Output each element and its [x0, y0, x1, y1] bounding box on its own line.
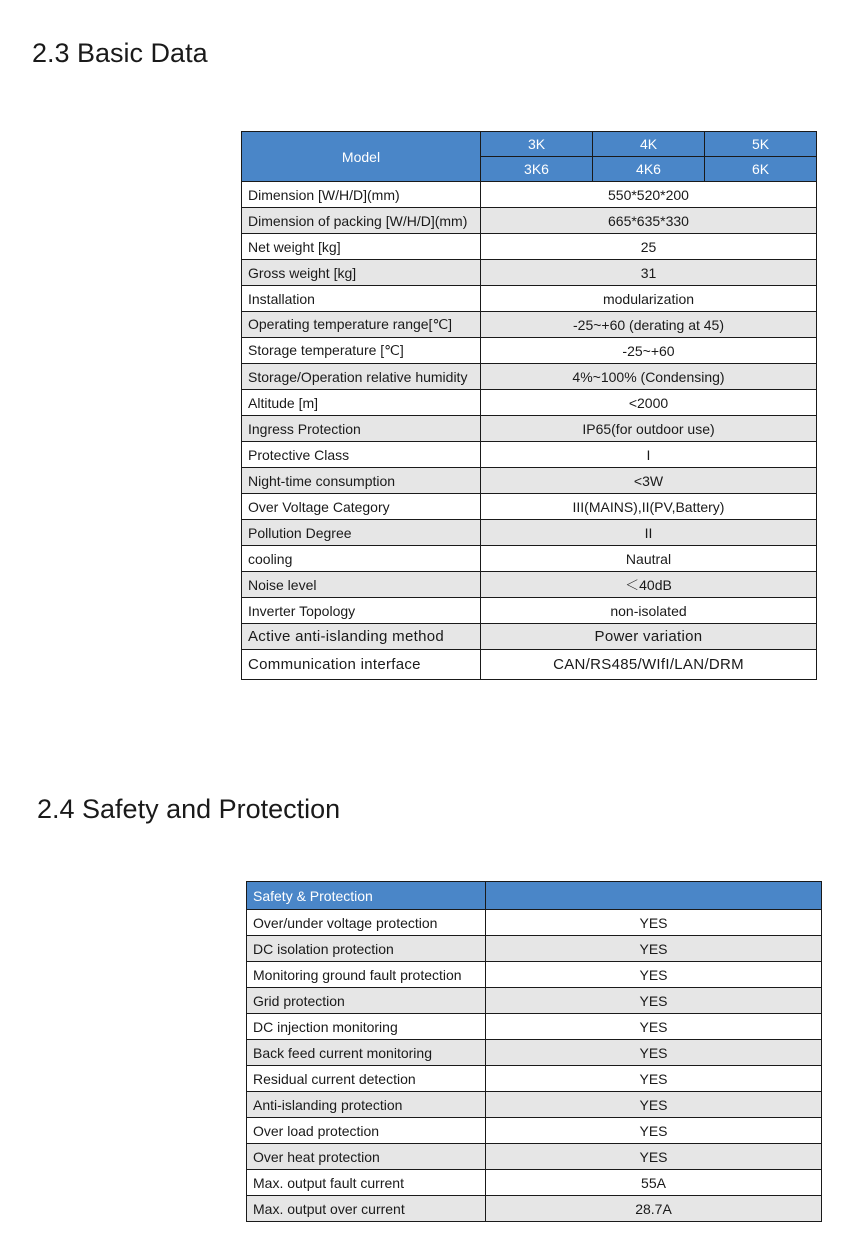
row-value: -25~+60 (derating at 45) [481, 312, 817, 338]
row-label: Noise level [242, 572, 481, 598]
model-header-cell: 4K6 [593, 157, 705, 182]
safety-header-label: Safety & Protection [247, 882, 486, 910]
table-row [247, 910, 822, 936]
safety-header-value [486, 882, 822, 910]
row-label: Net weight [kg] [242, 234, 481, 260]
table-row [242, 650, 817, 680]
row-label: Over/under voltage protection [247, 910, 486, 936]
row-label: Over heat protection [247, 1144, 486, 1170]
table-row [242, 312, 817, 338]
table-row [242, 468, 817, 494]
table-row [242, 364, 817, 390]
row-label: Grid protection [247, 988, 486, 1014]
table-row [247, 988, 822, 1014]
row-value: Power variation [481, 624, 817, 650]
row-value: Nautral [481, 546, 817, 572]
row-value: YES [486, 910, 822, 936]
row-value: I [481, 442, 817, 468]
row-label: Operating temperature range[℃] [242, 312, 481, 338]
row-label: Monitoring ground fault protection [247, 962, 486, 988]
table-row [247, 1144, 822, 1170]
table-row [242, 546, 817, 572]
row-label: DC isolation protection [247, 936, 486, 962]
row-value: 31 [481, 260, 817, 286]
row-value: YES [486, 1092, 822, 1118]
table-row [242, 624, 817, 650]
table-row [247, 1092, 822, 1118]
row-value: YES [486, 962, 822, 988]
row-value: non-isolated [481, 598, 817, 624]
row-value: -25~+60 [481, 338, 817, 364]
row-label: Over Voltage Category [242, 494, 481, 520]
table-row [242, 182, 817, 208]
model-header-cell: 3K6 [481, 157, 593, 182]
row-value: 55A [486, 1170, 822, 1196]
basic-data-table [241, 131, 817, 680]
row-label: Ingress Protection [242, 416, 481, 442]
table-row [242, 338, 817, 364]
table-row [242, 416, 817, 442]
table-row [247, 1040, 822, 1066]
table-row [242, 572, 817, 598]
row-label: Back feed current monitoring [247, 1040, 486, 1066]
safety-table [246, 881, 822, 1222]
row-value: <3W [481, 468, 817, 494]
table-row [247, 1196, 822, 1222]
row-label: Max. output fault current [247, 1170, 486, 1196]
table-row [242, 390, 817, 416]
basic-data-heading: 2.3 Basic Data [32, 38, 208, 68]
row-label: Communication interface [242, 650, 481, 680]
row-value: YES [486, 1144, 822, 1170]
row-value: YES [486, 936, 822, 962]
row-label: Dimension of packing [W/H/D](mm) [242, 208, 481, 234]
row-label: Residual current detection [247, 1066, 486, 1092]
row-label: Altitude [m] [242, 390, 481, 416]
table-row [242, 598, 817, 624]
row-value: CAN/RS485/WIfI/LAN/DRM [481, 650, 817, 680]
row-value: 665*635*330 [481, 208, 817, 234]
row-value: modularization [481, 286, 817, 312]
table-row [242, 260, 817, 286]
row-label: Storage/Operation relative humidity [242, 364, 481, 390]
row-label: Pollution Degree [242, 520, 481, 546]
row-value: <2000 [481, 390, 817, 416]
row-value: YES [486, 988, 822, 1014]
model-header: Model [242, 132, 481, 182]
row-value: 550*520*200 [481, 182, 817, 208]
safety-heading: 2.4 Safety and Protection [37, 794, 341, 824]
model-header-cell: 3K [481, 132, 593, 157]
row-value: YES [486, 1118, 822, 1144]
row-label: Over load protection [247, 1118, 486, 1144]
row-value: II [481, 520, 817, 546]
table-row [242, 520, 817, 546]
row-value: YES [486, 1066, 822, 1092]
row-label: DC injection monitoring [247, 1014, 486, 1040]
table-row [247, 1014, 822, 1040]
row-value: YES [486, 1014, 822, 1040]
model-header-cell: 4K [593, 132, 705, 157]
row-value: ＜40dB [481, 572, 817, 598]
row-label: Dimension [W/H/D](mm) [242, 182, 481, 208]
row-value: 28.7A [486, 1196, 822, 1222]
row-label: Inverter Topology [242, 598, 481, 624]
model-header-cell: 6K [705, 157, 817, 182]
table-row [247, 1118, 822, 1144]
table-row [242, 494, 817, 520]
row-label: Max. output over current [247, 1196, 486, 1222]
model-header-cell: 5K [705, 132, 817, 157]
table-row [247, 1066, 822, 1092]
table-row [247, 936, 822, 962]
row-label: Active anti-islanding method [242, 624, 481, 650]
row-label: Gross weight [kg] [242, 260, 481, 286]
table-row [247, 1170, 822, 1196]
row-label: Installation [242, 286, 481, 312]
table-row [242, 208, 817, 234]
row-value: 4%~100% (Condensing) [481, 364, 817, 390]
table-row [242, 286, 817, 312]
row-value: YES [486, 1040, 822, 1066]
table-row [242, 234, 817, 260]
row-value: IP65(for outdoor use) [481, 416, 817, 442]
row-value: 25 [481, 234, 817, 260]
row-label: cooling [242, 546, 481, 572]
row-label: Anti-islanding protection [247, 1092, 486, 1118]
table-row [247, 962, 822, 988]
row-label: Protective Class [242, 442, 481, 468]
row-label: Storage temperature [℃] [242, 338, 481, 364]
table-row [242, 442, 817, 468]
row-label: Night-time consumption [242, 468, 481, 494]
row-value: III(MAINS),II(PV,Battery) [481, 494, 817, 520]
